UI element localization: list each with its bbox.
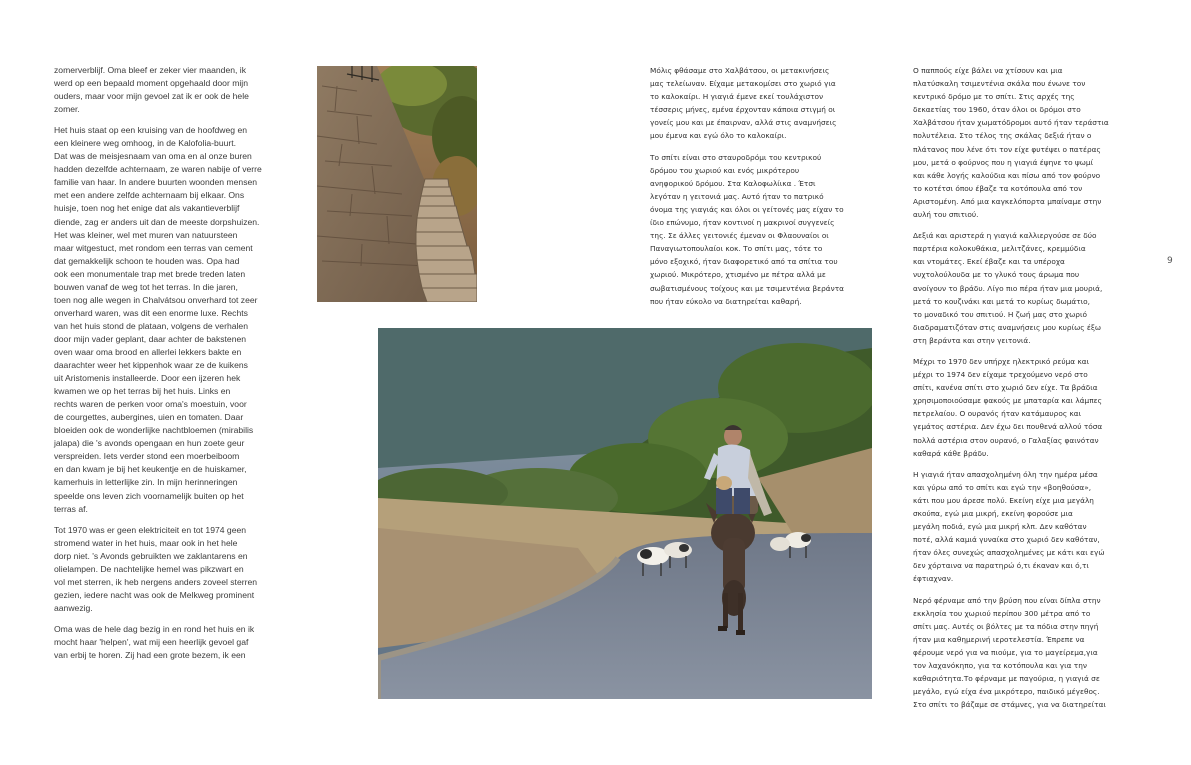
greek-paragraph: Η γιαγιά ήταν απασχολημένη όλη την ημέρα μέσα και γύρω από το σπίτι και εγώ την «βοηθούσα», κάτι που μου άρεσε πολύ. Εκείνη είχε μια μεγάλη σκούπα, εγώ μια μικρή, εκείνη φορούσε μια μεγάλη ποδιά, εγώ μια μικρή κλπ. Δεν καθόταν ποτέ, αλλά καμιά γυναίκα στο χωριό δεν καθόταν, ήταν όλες συνεχώς απασχολημένες με κάτι και εγώ δεν χόρταινα να παρατηρώ ό,τι έκαναν και ό,τι έφτιαχναν. <box>913 469 1105 584</box>
greek-text-column-1 <box>650 64 875 316</box>
photo-stone-stairs <box>317 66 477 302</box>
stone-stairs-image <box>317 66 477 302</box>
greek-paragraph: Το σπίτι είναι στο σταυροδρόμι του κεντρικού δρόμου του χωριού και ενός μικρότερου ανηφορικού δρόμου. Στα Καλοφωλίικα . Έτσι λεγόταν η γειτονιά μας. Αυτό ήταν το πατρικό όνομα της γιαγιάς και όλοι οι γείτονές μας είχαν το ίδιο επώνυμο, ήταν κοντινοί η μακρινοί συγγενείς της. Σε άλλες γειτονιές έμεναν οι Φλαουναίοι οι Παναγιωτοπουλαίοι κοκ. Το σπίτι μας, τότε το μόνο εξοχικό, ήταν διαφορετικό από τα σπίτια του χωριού. Μικρότερο, χτισμένο με πέτρα αλλά με σωβατισμένους τοίχους και με τσιμεντένια βεράντα που ήταν εύκολο να διατηρείται καθαρή. <box>650 152 844 306</box>
dutch-paragraph: Oma was de hele dag bezig in en rond het huis en ik mocht haar 'helpen', wat mij een heerlijk gevoel gaf van erbij te horen. Zij had een grote bezem, ik een <box>54 623 255 661</box>
photo-man-on-donkey <box>378 328 872 699</box>
greek-paragraph: Μέχρι το 1970 δεν υπήρχε ηλεκτρικό ρεύμα και μέχρι το 1974 δεν είχαμε τρεχούμενο νερό στο σπίτι, κανένα σπίτι στο χωριό δεν είχε. Τα βράδια χρησιμοποιούσαμε φακούς με μπαταρία και λάμπες πετρελαίου. Ο ουρανός ήταν κατάμαυρος και γεμάτος αστέρια. Δεν έχω δει πουθενά αλλού τόσα πολλά αστέρια στον ουρανό, ο Γαλαξίας φαινόταν καθαρά κάθε βράδυ. <box>913 356 1103 458</box>
man-on-donkey-image <box>378 328 872 699</box>
dutch-paragraph: Tot 1970 was er geen elektriciteit en tot 1974 geen stromend water in het huis, maar ook in het hele dorp niet. 's Avonds gebruikten we zaklantarens en olielampen. De nachtelijke hemel was pikzwart en vol met sterren, ik heb nergens anders zoveel sterren gezien, iedere nacht was ook de Melkweg prominent aanwezig. <box>54 524 258 613</box>
page-number: 9 <box>1167 256 1173 266</box>
dutch-text-column <box>54 64 280 670</box>
greek-paragraph: Νερό φέρναμε από την βρύση που είναι δίπλα στην εκκλησία του χωριού περίπου 300 μέτρα από το σπίτι μας. Αυτές οι βόλτες με τα πόδια στην πηγή ήταν μια καθημερινή ιεροτελεστία. Έπρεπε να φέρουμε νερό για να πιούμε, για το μαγείρεμα,για τον λαχανόκηπο, για τα κοτόπουλα και για την καθαριότητα.Το φέρναμε με παγούρια, η γιαγιά σε μεγάλο, εγώ είχα ένα μικρότερο, παιδικό μέγεθος. Στο σπίτι το βάζαμε σε στάμνες, για να διατηρείται <box>913 595 1106 710</box>
greek-paragraph: Ο παππούς είχε βάλει να χτίσουν και μια πλατύσκαλη τσιμεντένια σκάλα που ένωνε τον κεντρικό δρόμο με το σπίτι. Στις αρχές της δεκαετίας του 1960, όταν όλοι οι δρόμοι στο Χαλβάτσου ήταν χωματόδρομοι αυτό ήταν τεράστια πολυτέλεια. Στο τέλος της σκάλας δεξιά ήταν ο πλάτανος που λένε ότι τον είχε φυτέψει ο πατέρας μου, μετά ο φούρνος που η γιαγιά έψηνε το ψωμί και κάθε λογής καλούδια και πίσω από τον φούρνο το κοτέτσι όπου έβαζε τα κοτόπουλα από τον Αριστομένη. Από μια καγκελόπορτα μπαίναμε στην αυλή του σπιτιού. <box>913 66 1109 220</box>
greek-paragraph: Μόλις φθάσαμε στο Χαλβάτσου, οι μετακινήσεις μας τελείωναν. Είχαμε μετακομίσει στο χωριό για το καλοκαίρι. Η γιαγιά έμενε εκεί τουλάχιστον τέσσερις μήνες, εμένα έρχονταν κάποια στιγμή οι γονείς μου και με έπαιρναν, αλλά στις αναμνήσεις μου έμενα και εγώ όλο το καλοκαίρι. <box>650 66 837 141</box>
greek-text-column-2 <box>913 64 1139 719</box>
dutch-paragraph: Het huis staat op een kruising van de hoofdweg en een kleinere weg omhoog, in de Kalofolia-buurt. Dat was de meisjesnaam van oma en al onze buren hadden dezelfde achternaam, ze waren nabije of verre familie van haar. In andere buurten woonden mensen met een andere zelfde achternaam bij elkaar. Ons huisje, toen nog het enige dat als vakantieverblijf diende, zag er anders uit dan de meeste dorpshuizen. Het was kleiner, wel met muren van natuursteen maar witgestuct, met rondom een terras van cement dat gemakkelijk schoon te houden was. Opa had ook een monumentale trap met brede treden laten bouwen vanaf de weg tot het terras. In die jaren, toen nog alle wegen in Chalvátsou onverhard tot zeer onverhard waren, was dit een enorme luxe. Rechts van het huis stond de plataan, volgens de verhalen door mijn vader geplant, daar achter de bakstenen oven waar oma brood en allerlei lekkers bakte en daarachter weer het kippenhok waar ze de kuikens uit Aristomenis installeerde. Door een ijzeren hek kwamen we op het terras bij het huis. Links en rechts waren de perken voor oma's moestuin, voor de courgettes, aubergines, uien en tomaten. Daar bloeiden ook de wonderlijke nachtbloemen (mirabilis jalapa) die 's avonds opengaan en hun zoete geur verspreiden. Iets verder stond een moerbeiboom en dan kwam je bij het keukentje en de huiskamer, kamerhuis in letterlijke zin. In mijn herinneringen speelde ons leven zich voornamelijk buiten op het terras af. <box>54 125 262 514</box>
dutch-paragraph: zomerverblijf. Oma bleef er zeker vier maanden, ik werd op een bepaald moment opgehaald door mijn ouders, maar voor mijn gevoel zat ik er ook de hele zomer. <box>54 65 249 115</box>
greek-paragraph: Δεξιά και αριστερά η γιαγιά καλλιεργούσε σε δύο παρτέρια κολοκυθάκια, μελιτζάνες, κρεμμύδια και ντομάτες. Εκεί έβαζε και τα υπέροχα νυχτολούλουδα με το γλυκό τους άρωμα που ανοίγουν το βράδυ. Λίγο πιο πέρα ήταν μια μουριά, μετά το κουζινάκι και μετά το κυρίως δωμάτιο, το μοναδικό του σπιτιού. Η ζωή μας στο χωριό διαδραματιζόταν στις αναμνήσεις μου κυρίως έξω στη βεράντα και στην γειτονιά. <box>913 231 1103 345</box>
